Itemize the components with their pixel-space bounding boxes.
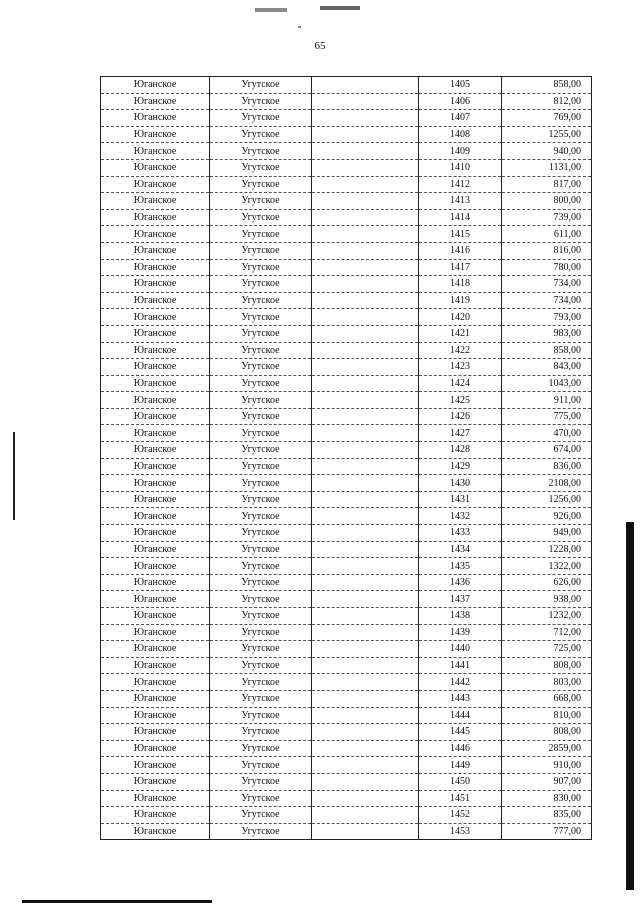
cell-empty <box>312 342 419 359</box>
table-row <box>101 77 592 94</box>
cell-value: 808,00 <box>502 724 592 741</box>
cell-empty <box>312 591 419 608</box>
cell-item-number: 1453 <box>419 823 502 840</box>
cell-item-number: 1429 <box>419 458 502 475</box>
cell-empty <box>312 558 419 575</box>
cell-item-number: 1422 <box>419 342 502 359</box>
cell-item-number: 1406 <box>419 93 502 110</box>
cell-value: 817,00 <box>502 176 592 193</box>
cell-item-number: 1437 <box>419 591 502 608</box>
cell-deposit-name: Юганское <box>101 375 210 392</box>
cell-field-name: Угутское <box>210 508 312 525</box>
cell-value: 911,00 <box>502 392 592 409</box>
cell-field-name: Угутское <box>210 226 312 243</box>
cell-empty <box>312 143 419 160</box>
table-row <box>101 126 592 143</box>
cell-empty <box>312 657 419 674</box>
cell-empty <box>312 276 419 293</box>
cell-item-number: 1434 <box>419 541 502 558</box>
table-row <box>101 292 592 309</box>
cell-empty <box>312 442 419 459</box>
table-row <box>101 425 592 442</box>
table-row <box>101 790 592 807</box>
cell-item-number: 1436 <box>419 574 502 591</box>
cell-deposit-name: Юганское <box>101 541 210 558</box>
cell-deposit-name: Юганское <box>101 641 210 658</box>
cell-field-name: Угутское <box>210 259 312 276</box>
cell-empty <box>312 408 419 425</box>
cell-deposit-name: Юганское <box>101 657 210 674</box>
cell-item-number: 1418 <box>419 276 502 293</box>
cell-field-name: Угутское <box>210 674 312 691</box>
cell-field-name: Угутское <box>210 525 312 542</box>
cell-deposit-name: Юганское <box>101 226 210 243</box>
cell-deposit-name: Юганское <box>101 442 210 459</box>
cell-deposit-name: Юганское <box>101 93 210 110</box>
cell-deposit-name: Юганское <box>101 591 210 608</box>
table-row <box>101 508 592 525</box>
cell-empty <box>312 491 419 508</box>
cell-empty <box>312 525 419 542</box>
cell-field-name: Угутское <box>210 740 312 757</box>
cell-field-name: Угутское <box>210 475 312 492</box>
cell-item-number: 1439 <box>419 624 502 641</box>
cell-empty <box>312 193 419 210</box>
cell-deposit-name: Юганское <box>101 458 210 475</box>
cell-deposit-name: Юганское <box>101 309 210 326</box>
cell-field-name: Угутское <box>210 757 312 774</box>
cell-item-number: 1407 <box>419 110 502 127</box>
cell-value: 2859,00 <box>502 740 592 757</box>
cell-field-name: Угутское <box>210 209 312 226</box>
cell-empty <box>312 458 419 475</box>
table-row <box>101 773 592 790</box>
cell-value: 949,00 <box>502 525 592 542</box>
table-row <box>101 325 592 342</box>
table-row <box>101 558 592 575</box>
table-row <box>101 342 592 359</box>
cell-item-number: 1446 <box>419 740 502 757</box>
table-row <box>101 674 592 691</box>
cell-field-name: Угутское <box>210 773 312 790</box>
cell-deposit-name: Юганское <box>101 574 210 591</box>
cell-field-name: Угутское <box>210 458 312 475</box>
table-row <box>101 740 592 757</box>
cell-empty <box>312 159 419 176</box>
table-row <box>101 359 592 376</box>
scan-artifact-left-line <box>13 432 15 520</box>
cell-value: 470,00 <box>502 425 592 442</box>
cell-field-name: Угутское <box>210 392 312 409</box>
table-row <box>101 757 592 774</box>
cell-field-name: Угутское <box>210 823 312 840</box>
page-number: 65 <box>314 40 326 52</box>
table-row <box>101 608 592 625</box>
scan-artifact-right-bar <box>626 522 634 890</box>
table-row <box>101 458 592 475</box>
data-table <box>100 76 592 840</box>
cell-value: 800,00 <box>502 193 592 210</box>
cell-item-number: 1449 <box>419 757 502 774</box>
cell-field-name: Угутское <box>210 724 312 741</box>
table-row <box>101 309 592 326</box>
cell-item-number: 1409 <box>419 143 502 160</box>
cell-deposit-name: Юганское <box>101 276 210 293</box>
cell-item-number: 1410 <box>419 159 502 176</box>
cell-empty <box>312 807 419 824</box>
cell-item-number: 1425 <box>419 392 502 409</box>
cell-deposit-name: Юганское <box>101 408 210 425</box>
cell-value: 1322,00 <box>502 558 592 575</box>
table-row <box>101 159 592 176</box>
cell-field-name: Угутское <box>210 193 312 210</box>
table-row <box>101 475 592 492</box>
cell-item-number: 1443 <box>419 690 502 707</box>
cell-item-number: 1427 <box>419 425 502 442</box>
cell-value: 1255,00 <box>502 126 592 143</box>
cell-empty <box>312 242 419 259</box>
table-row <box>101 724 592 741</box>
cell-deposit-name: Юганское <box>101 292 210 309</box>
cell-value: 2108,00 <box>502 475 592 492</box>
cell-item-number: 1430 <box>419 475 502 492</box>
cell-deposit-name: Юганское <box>101 823 210 840</box>
cell-empty <box>312 93 419 110</box>
cell-item-number: 1421 <box>419 325 502 342</box>
cell-empty <box>312 724 419 741</box>
cell-deposit-name: Юганское <box>101 807 210 824</box>
table-row <box>101 209 592 226</box>
cell-field-name: Угутское <box>210 541 312 558</box>
cell-value: 938,00 <box>502 591 592 608</box>
cell-empty <box>312 126 419 143</box>
cell-item-number: 1431 <box>419 491 502 508</box>
cell-item-number: 1428 <box>419 442 502 459</box>
cell-value: 725,00 <box>502 641 592 658</box>
table-row <box>101 491 592 508</box>
cell-item-number: 1417 <box>419 259 502 276</box>
cell-value: 712,00 <box>502 624 592 641</box>
cell-field-name: Угутское <box>210 657 312 674</box>
cell-value: 674,00 <box>502 442 592 459</box>
cell-item-number: 1444 <box>419 707 502 724</box>
cell-value: 940,00 <box>502 143 592 160</box>
cell-field-name: Угутское <box>210 442 312 459</box>
cell-deposit-name: Юганское <box>101 110 210 127</box>
cell-empty <box>312 541 419 558</box>
cell-item-number: 1408 <box>419 126 502 143</box>
cell-field-name: Угутское <box>210 110 312 127</box>
cell-deposit-name: Юганское <box>101 77 210 94</box>
cell-deposit-name: Юганское <box>101 707 210 724</box>
table-row <box>101 574 592 591</box>
cell-empty <box>312 641 419 658</box>
cell-empty <box>312 325 419 342</box>
cell-deposit-name: Юганское <box>101 790 210 807</box>
cell-value: 830,00 <box>502 790 592 807</box>
table-row <box>101 525 592 542</box>
table-row <box>101 259 592 276</box>
cell-value: 775,00 <box>502 408 592 425</box>
cell-value: 843,00 <box>502 359 592 376</box>
cell-deposit-name: Юганское <box>101 773 210 790</box>
cell-field-name: Угутское <box>210 641 312 658</box>
cell-field-name: Угутское <box>210 624 312 641</box>
cell-item-number: 1433 <box>419 525 502 542</box>
cell-value: 858,00 <box>502 77 592 94</box>
cell-value: 812,00 <box>502 93 592 110</box>
cell-deposit-name: Юганское <box>101 342 210 359</box>
cell-empty <box>312 375 419 392</box>
cell-item-number: 1432 <box>419 508 502 525</box>
cell-item-number: 1420 <box>419 309 502 326</box>
cell-deposit-name: Юганское <box>101 558 210 575</box>
cell-value: 858,00 <box>502 342 592 359</box>
cell-empty <box>312 259 419 276</box>
cell-item-number: 1426 <box>419 408 502 425</box>
cell-field-name: Угутское <box>210 159 312 176</box>
table-row <box>101 591 592 608</box>
cell-field-name: Угутское <box>210 707 312 724</box>
cell-item-number: 1435 <box>419 558 502 575</box>
table-row <box>101 143 592 160</box>
table-row <box>101 408 592 425</box>
cell-field-name: Угутское <box>210 143 312 160</box>
cell-value: 734,00 <box>502 292 592 309</box>
cell-value: 611,00 <box>502 226 592 243</box>
cell-empty <box>312 707 419 724</box>
cell-field-name: Угутское <box>210 276 312 293</box>
cell-item-number: 1405 <box>419 77 502 94</box>
cell-field-name: Угутское <box>210 591 312 608</box>
cell-value: 907,00 <box>502 773 592 790</box>
table-body <box>101 77 592 840</box>
cell-deposit-name: Юганское <box>101 491 210 508</box>
cell-empty <box>312 740 419 757</box>
table-row <box>101 93 592 110</box>
cell-empty <box>312 690 419 707</box>
cell-empty <box>312 176 419 193</box>
cell-empty <box>312 209 419 226</box>
table-row <box>101 823 592 840</box>
cell-value: 668,00 <box>502 690 592 707</box>
cell-deposit-name: Юганское <box>101 757 210 774</box>
cell-empty <box>312 475 419 492</box>
cell-value: 808,00 <box>502 657 592 674</box>
cell-value: 1043,00 <box>502 375 592 392</box>
cell-item-number: 1424 <box>419 375 502 392</box>
cell-deposit-name: Юганское <box>101 359 210 376</box>
cell-empty <box>312 359 419 376</box>
cell-value: 926,00 <box>502 508 592 525</box>
cell-field-name: Угутское <box>210 425 312 442</box>
table-row <box>101 110 592 127</box>
cell-item-number: 1423 <box>419 359 502 376</box>
cell-value: 836,00 <box>502 458 592 475</box>
cell-deposit-name: Юганское <box>101 392 210 409</box>
cell-empty <box>312 508 419 525</box>
cell-item-number: 1438 <box>419 608 502 625</box>
cell-field-name: Угутское <box>210 491 312 508</box>
scan-noise-dot <box>298 26 301 28</box>
cell-deposit-name: Юганское <box>101 259 210 276</box>
cell-deposit-name: Юганское <box>101 525 210 542</box>
cell-deposit-name: Юганское <box>101 159 210 176</box>
cell-value: 734,00 <box>502 276 592 293</box>
cell-empty <box>312 674 419 691</box>
cell-value: 777,00 <box>502 823 592 840</box>
table-row <box>101 176 592 193</box>
cell-field-name: Угутское <box>210 558 312 575</box>
cell-item-number: 1451 <box>419 790 502 807</box>
table-row <box>101 624 592 641</box>
cell-value: 816,00 <box>502 242 592 259</box>
table-row <box>101 541 592 558</box>
table-row <box>101 641 592 658</box>
cell-empty <box>312 226 419 243</box>
cell-item-number: 1445 <box>419 724 502 741</box>
cell-field-name: Угутское <box>210 325 312 342</box>
table-row <box>101 193 592 210</box>
cell-item-number: 1450 <box>419 773 502 790</box>
cell-empty <box>312 110 419 127</box>
cell-field-name: Угутское <box>210 375 312 392</box>
cell-empty <box>312 574 419 591</box>
cell-empty <box>312 309 419 326</box>
cell-empty <box>312 392 419 409</box>
cell-value: 626,00 <box>502 574 592 591</box>
cell-value: 1131,00 <box>502 159 592 176</box>
cell-field-name: Угутское <box>210 342 312 359</box>
cell-value: 780,00 <box>502 259 592 276</box>
cell-deposit-name: Юганское <box>101 242 210 259</box>
cell-deposit-name: Юганское <box>101 176 210 193</box>
cell-empty <box>312 624 419 641</box>
scan-noise-top <box>255 8 287 12</box>
cell-field-name: Угутское <box>210 408 312 425</box>
cell-item-number: 1442 <box>419 674 502 691</box>
cell-deposit-name: Юганское <box>101 325 210 342</box>
cell-item-number: 1412 <box>419 176 502 193</box>
cell-item-number: 1414 <box>419 209 502 226</box>
cell-deposit-name: Юганское <box>101 193 210 210</box>
cell-field-name: Угутское <box>210 690 312 707</box>
cell-value: 803,00 <box>502 674 592 691</box>
cell-field-name: Угутское <box>210 77 312 94</box>
table-row <box>101 690 592 707</box>
table-row <box>101 707 592 724</box>
table-row <box>101 657 592 674</box>
cell-value: 1228,00 <box>502 541 592 558</box>
cell-field-name: Угутское <box>210 126 312 143</box>
cell-deposit-name: Юганское <box>101 608 210 625</box>
cell-deposit-name: Юганское <box>101 674 210 691</box>
cell-empty <box>312 425 419 442</box>
cell-deposit-name: Юганское <box>101 740 210 757</box>
cell-empty <box>312 292 419 309</box>
table-row <box>101 375 592 392</box>
scan-noise-top-right <box>320 6 360 10</box>
table-row <box>101 442 592 459</box>
cell-deposit-name: Юганское <box>101 143 210 160</box>
cell-item-number: 1416 <box>419 242 502 259</box>
cell-field-name: Угутское <box>210 608 312 625</box>
cell-field-name: Угутское <box>210 790 312 807</box>
cell-field-name: Угутское <box>210 807 312 824</box>
cell-value: 835,00 <box>502 807 592 824</box>
cell-item-number: 1440 <box>419 641 502 658</box>
cell-value: 1256,00 <box>502 491 592 508</box>
cell-value: 983,00 <box>502 325 592 342</box>
cell-value: 910,00 <box>502 757 592 774</box>
cell-deposit-name: Юганское <box>101 724 210 741</box>
cell-item-number: 1415 <box>419 226 502 243</box>
cell-item-number: 1441 <box>419 657 502 674</box>
scan-artifact-bottom-line <box>22 900 212 903</box>
cell-value: 810,00 <box>502 707 592 724</box>
cell-field-name: Угутское <box>210 309 312 326</box>
cell-item-number: 1452 <box>419 807 502 824</box>
cell-field-name: Угутское <box>210 176 312 193</box>
cell-empty <box>312 773 419 790</box>
cell-field-name: Угутское <box>210 574 312 591</box>
cell-deposit-name: Юганское <box>101 126 210 143</box>
table-row <box>101 392 592 409</box>
cell-empty <box>312 77 419 94</box>
cell-value: 1232,00 <box>502 608 592 625</box>
cell-field-name: Угутское <box>210 359 312 376</box>
cell-deposit-name: Юганское <box>101 475 210 492</box>
cell-value: 793,00 <box>502 309 592 326</box>
cell-empty <box>312 790 419 807</box>
cell-deposit-name: Юганское <box>101 508 210 525</box>
table-row <box>101 226 592 243</box>
table-row <box>101 242 592 259</box>
table-row <box>101 276 592 293</box>
cell-value: 769,00 <box>502 110 592 127</box>
cell-empty <box>312 823 419 840</box>
cell-item-number: 1419 <box>419 292 502 309</box>
cell-deposit-name: Юганское <box>101 209 210 226</box>
cell-deposit-name: Юганское <box>101 624 210 641</box>
cell-deposit-name: Юганское <box>101 425 210 442</box>
cell-value: 739,00 <box>502 209 592 226</box>
cell-field-name: Угутское <box>210 242 312 259</box>
cell-field-name: Угутское <box>210 292 312 309</box>
cell-deposit-name: Юганское <box>101 690 210 707</box>
cell-empty <box>312 608 419 625</box>
table-row <box>101 807 592 824</box>
cell-item-number: 1413 <box>419 193 502 210</box>
cell-empty <box>312 757 419 774</box>
cell-field-name: Угутское <box>210 93 312 110</box>
